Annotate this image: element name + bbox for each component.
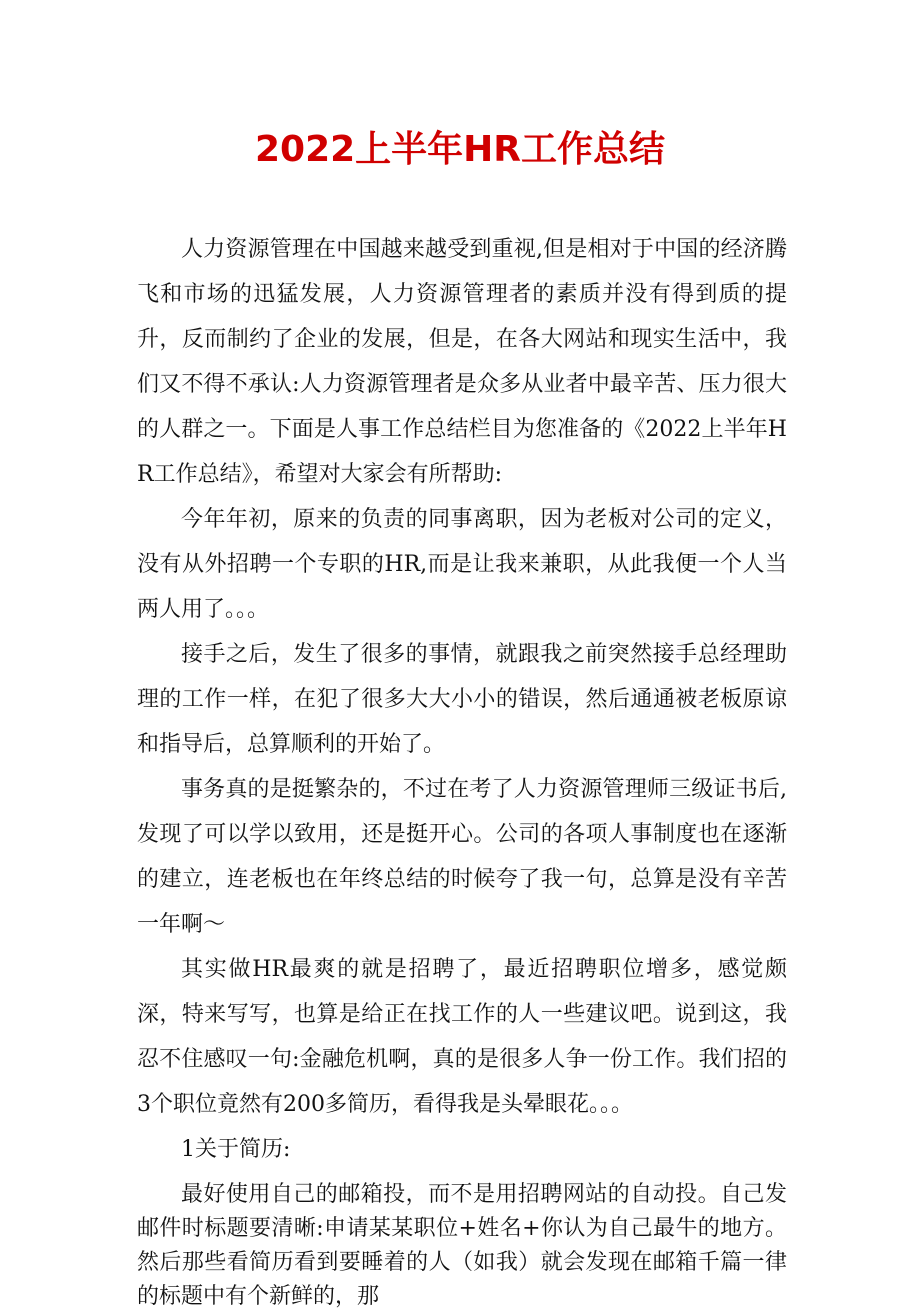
- section-heading-resume: 1关于简历:: [181, 1137, 291, 1162]
- paragraph-background: 今年年初，原来的负责的同事离职，因为老板对公司的定义，没有从外招聘一个专职的HR,而是让我来兼职，从此我便一个人当两人用了。。。: [137, 507, 787, 622]
- document-body: [137, 227, 787, 1314]
- paragraph-affairs: 事务真的是挺繁杂的，不过在考了人力资源管理师三级证书后,发现了可以学以致用，还是挺开心。公司的各项人事制度也在逐渐的建立，连老板也在年终总结的时候夸了我一句，总算是没有辛苦一年啊～: [137, 777, 787, 937]
- paragraph-intro: 人力资源管理在中国越来越受到重视,但是相对于中国的经济腾飞和市场的迅猛发展，人力资源管理者的素质并没有得到质的提升，反而制约了企业的发展，但是，在各大网站和现实生活中，我们又不得不承认:人力资源管理者是众多从业者中最辛苦、压力很大的人群之一。下面是人事工作总结栏目为您准备的《2022上半年HR工作总结》，希望对大家会有所帮助:: [137, 237, 787, 487]
- paragraph-resume-advice: 最好使用自己的邮箱投，而不是用招聘网站的自动投。自己发邮件时标题要清晰:申请某某职位+姓名+你认为自己最牛的地方。然后那些看简历看到要睡着的人（如我）就会发现在邮箱千篇一律的标题中有个新鲜的，那: [137, 1182, 787, 1309]
- paragraph-takeover: 接手之后，发生了很多的事情，就跟我之前突然接手总经理助理的工作一样，在犯了很多大大小小的错误，然后通通被老板原谅和指导后，总算顺利的开始了。: [137, 642, 787, 757]
- document-title: 2022上半年HR工作总结: [254, 129, 666, 170]
- paragraph-recruiting: 其实做HR最爽的就是招聘了，最近招聘职位增多，感觉颇深，特来写写，也算是给正在找工作的人一些建议吧。说到这，我忍不住感叹一句:金融危机啊，真的是很多人争一份工作。我们招的3个职位竟然有200多简历，看得我是头晕眼花。。。: [137, 957, 787, 1117]
